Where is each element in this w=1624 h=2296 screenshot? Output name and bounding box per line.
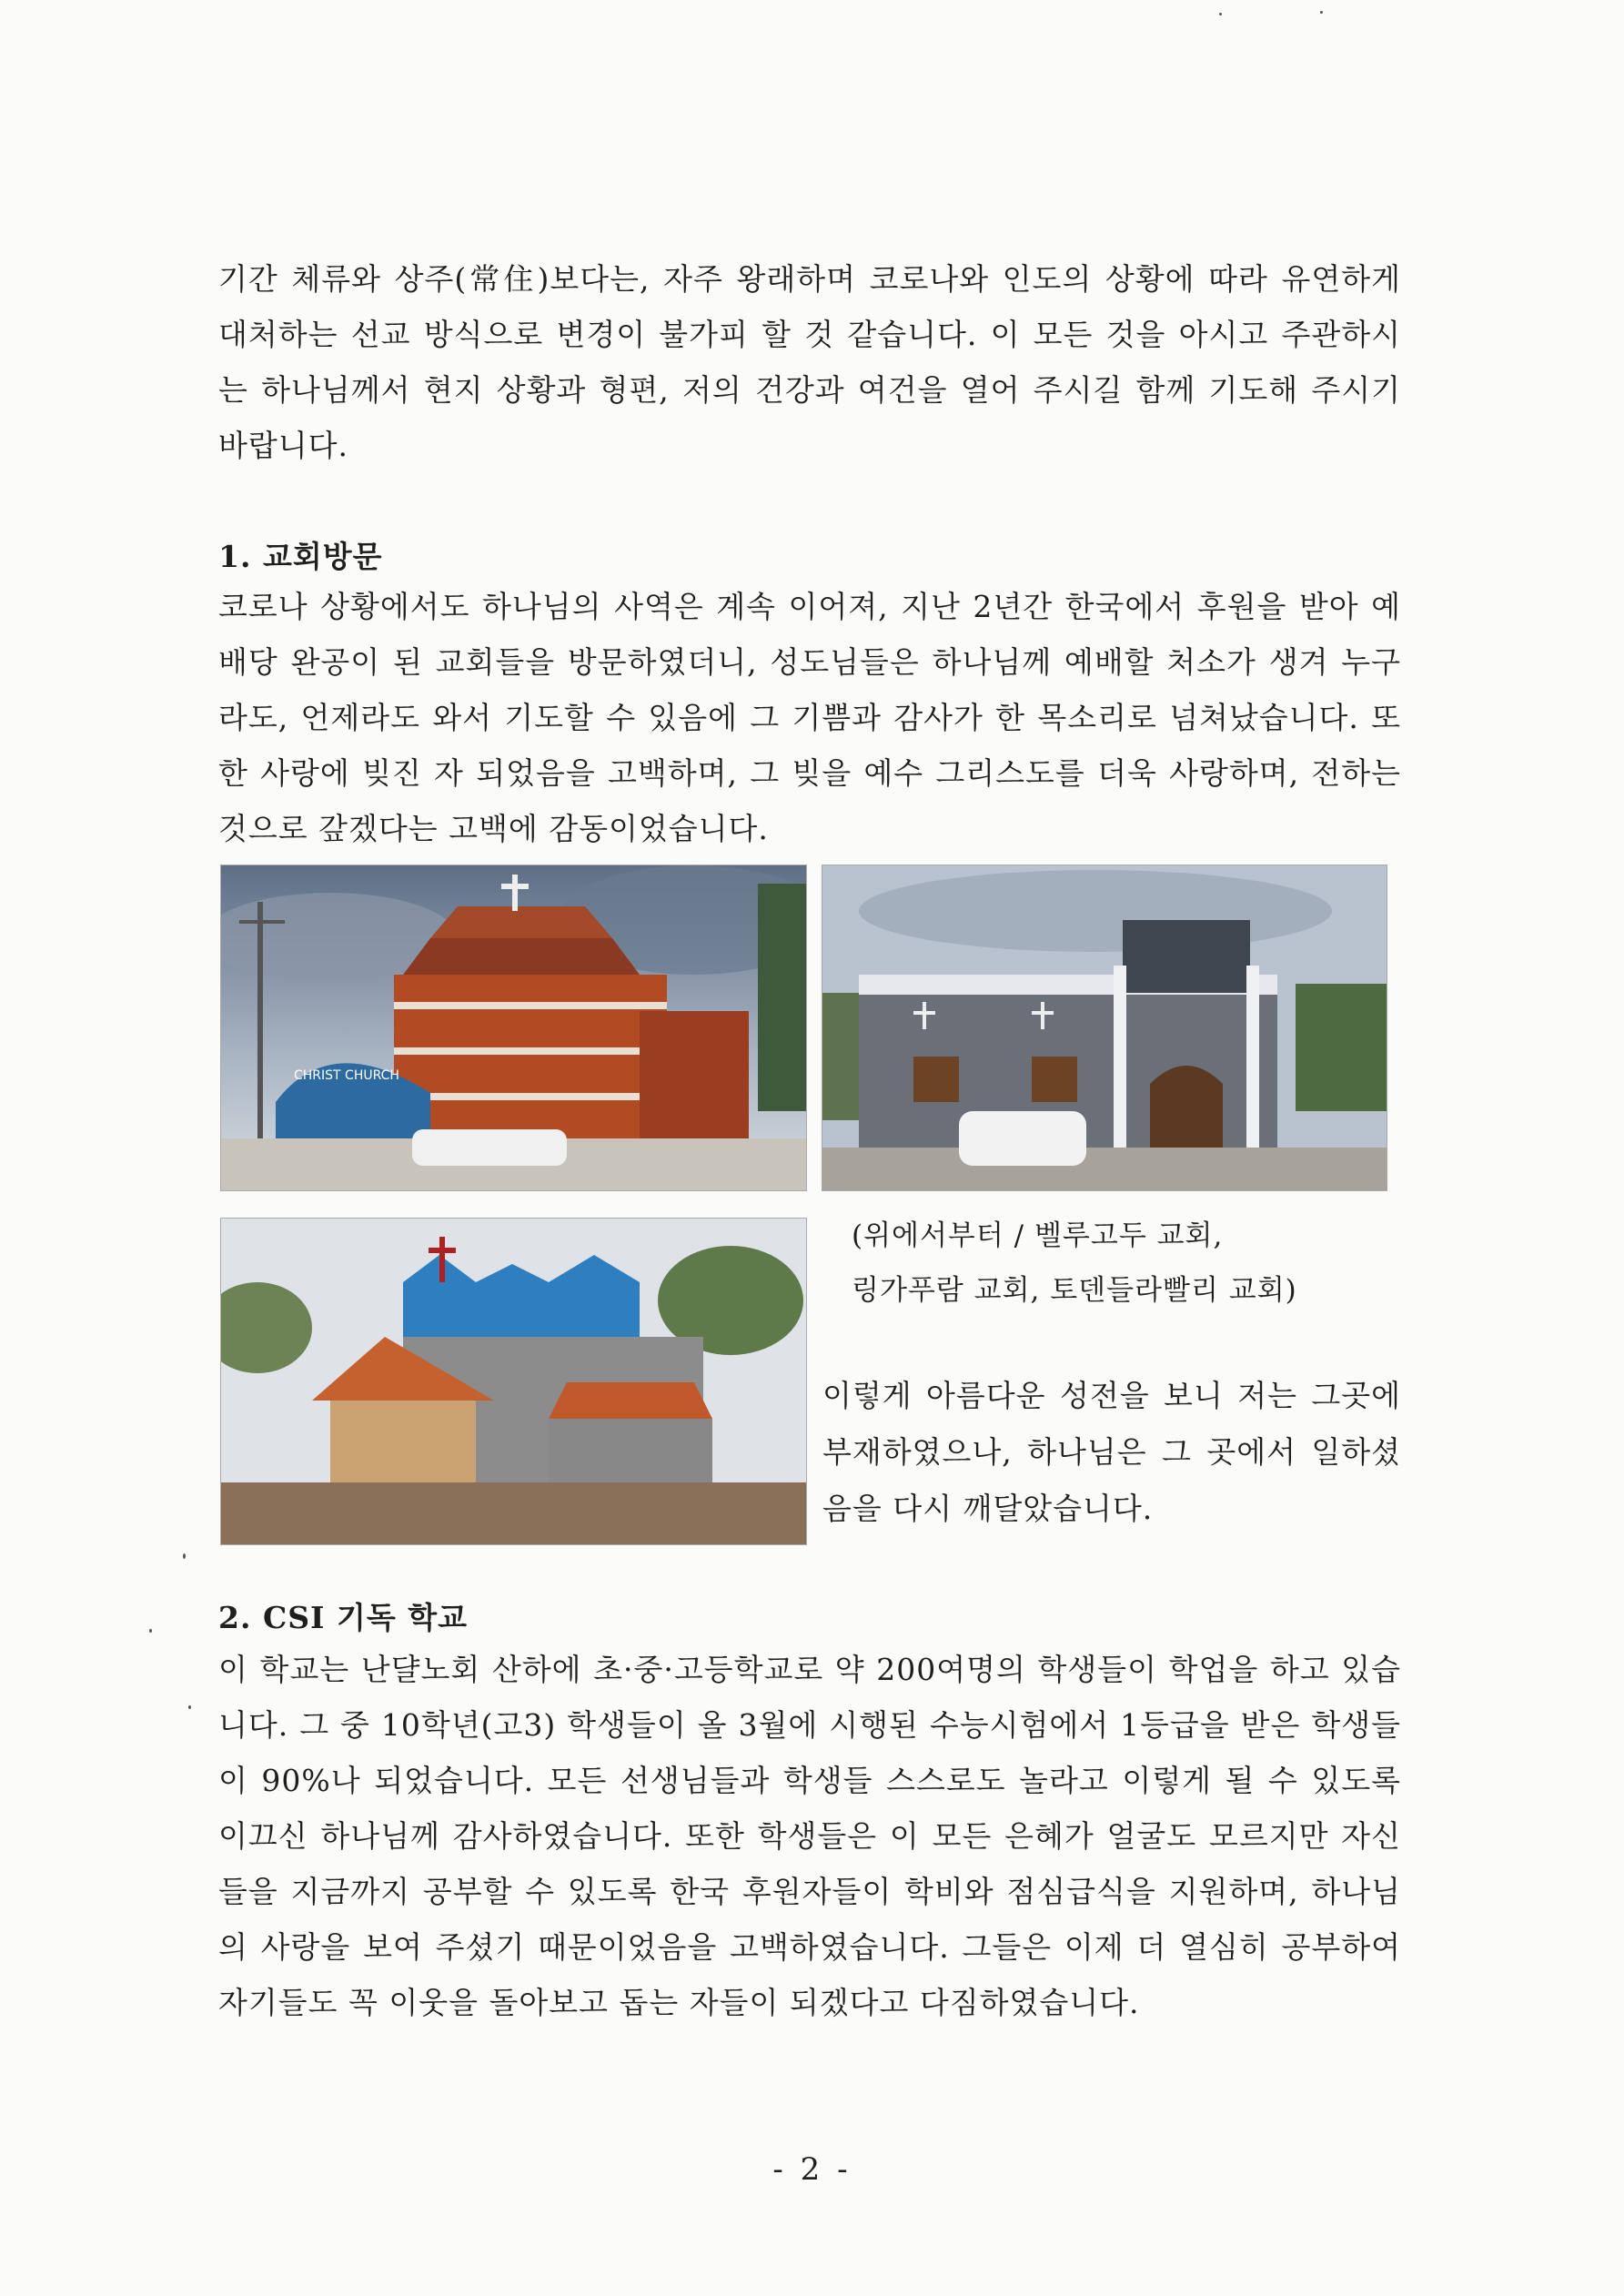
intro-paragraph: 기간 체류와 상주(常住)보다는, 자주 왕래하며 코로나와 인도의 상황에 따라 유연하게 대처하는 선교 방식으로 변경이 불가피 할 것 같습니다. 이 모든 것을 아시고 주관하시는 하나님께서 현지 상황과 형편, 저의 건강과 여건을 열어 주시길 함께 기도해 주시기 바랍니다. <box>218 261 1401 463</box>
section-1-side-text: 이렇게 아름다운 성전을 보니 저는 그곳에 부재하였으나, 하나님은 그 곳에서 일하셨음을 다시 깨달았습니다. <box>822 1378 1401 1526</box>
photo-velugodu-church <box>220 865 807 1191</box>
scan-speck <box>1219 13 1222 15</box>
scan-speck <box>149 1629 152 1633</box>
page-number: - 2 - <box>772 2151 852 2188</box>
scan-speck <box>1320 11 1323 14</box>
scan-speck <box>188 1705 191 1709</box>
photo-caption-line-2: 링가푸람 교회, 토덴들라빨리 교회) <box>852 1274 1297 1307</box>
lingapuram-church-image <box>822 865 1387 1190</box>
photo-caption-line-1: (위에서부터 / 벨루고두 교회, <box>852 1219 1224 1252</box>
section-2-heading: 2. CSI 기독 학교 <box>218 1600 468 1635</box>
section-1-heading: 1. 교회방문 <box>218 539 383 574</box>
section-1-body: 코로나 상황에서도 하나님의 사역은 계속 이어져, 지난 2년간 한국에서 후원을 받아 예배당 완공이 된 교회들을 방문하였더니, 성도님들은 하나님께 예배할 처소가 생겨 누구라도, 언제라도 와서 기도할 수 있음에 그 기쁨과 감사가 한 목소리로 넘쳐났습니다. 또한 사랑에 빚진 자 되었음을 고백하며, 그 빚을 예수 그리스도를 더욱 사랑하며, 전하는 것으로 갚겠다는 고백에 감동이었습니다. <box>218 589 1401 846</box>
scan-speck <box>183 1553 186 1559</box>
church-sign-text: CHRIST CHURCH <box>294 1068 399 1083</box>
section-2-body: 이 학교는 난댤노회 산하에 초·중·고등학교로 약 200여명의 학생들이 학업을 하고 있습니다. 그 중 10학년(고3) 학생들이 올 3월에 시행된 수능시험에서 1등급을 받은 학생들이 90%나 되었습니다. 모든 선생님들과 학생들 스스로도 놀라고 이렇게 될 수 있도록 이끄신 하나님께 감사하였습니다. 또한 학생들은 이 모든 은혜가 얼굴도 모르지만 자신들을 지금까지 공부할 수 있도록 한국 후원자들이 학비와 점심급식을 지원하며, 하나님의 사랑을 보여 주셨기 때문이었음을 고백하였습니다. 그들은 이제 더 열심히 공부하여 자기들도 꼭 이웃을 돌아보고 돕는 자들이 되겠다고 다짐하였습니다. <box>218 1652 1401 2020</box>
todendlapalli-church-image <box>221 1219 806 1544</box>
photo-lingapuram-church <box>822 865 1387 1191</box>
photo-todendlapalli-church <box>220 1218 807 1545</box>
velugodu-church-image <box>221 865 806 1190</box>
